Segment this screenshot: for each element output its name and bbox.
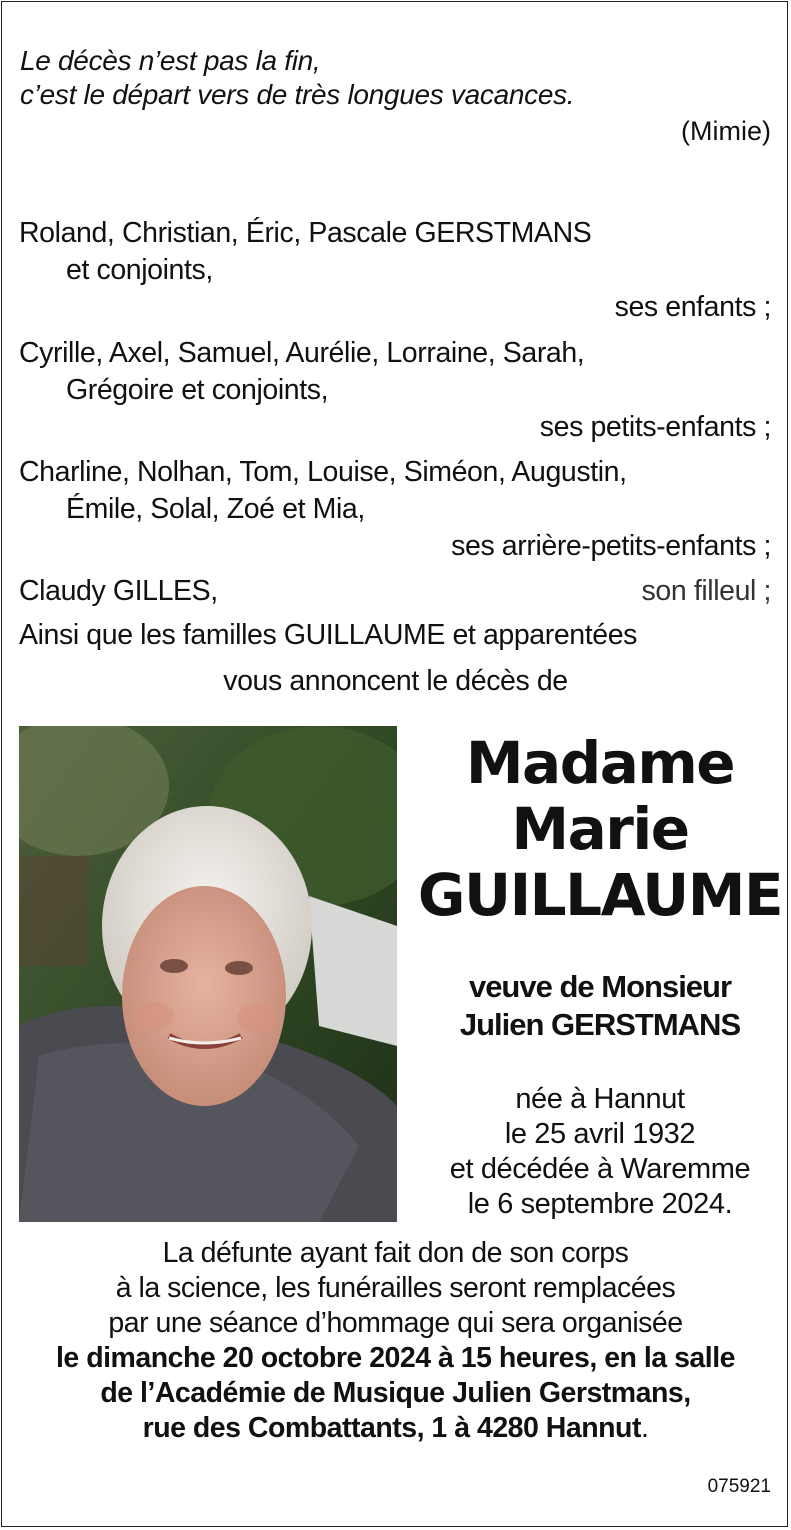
children-continuation: et conjoints, [66,254,213,286]
deceased-name [410,730,790,928]
died-place: et décédée à Waremme [449,1153,751,1185]
died-date: le 6 septembre 2024. [467,1188,733,1220]
grandchildren-role: ses petits-enfants ; [539,411,771,443]
quote-author: (Mimie) [681,116,771,146]
great-grandchildren-role: ses arrière-petits-enfants ; [451,530,771,562]
grandchildren-names: Cyrille, Axel, Samuel, Aurélie, Lorraine, Sarah, [19,337,585,369]
children-role: ses enfants ; [614,291,771,323]
deceased-last-name: GUILLAUME [417,861,783,929]
born-date: le 25 avril 1932 [504,1118,696,1150]
widow-line-2: Julien GERSTMANS [459,1007,741,1042]
epitaph-quote [20,44,780,112]
families-line: Ainsi que les familles GUILLAUME et apparentées [19,619,638,651]
ceremony-line-2: à la science, les funérailles seront remplacées [115,1272,676,1304]
born-place: née à Hannut [515,1083,685,1115]
children-names: Roland, Christian, Éric, Pascale GERSTMANS [19,217,592,249]
grandchildren-continuation: Grégoire et conjoints, [66,374,329,406]
ceremony-line-1: La défunte ayant fait don de son corps [162,1237,629,1269]
ceremony-line-4: le dimanche 20 octobre 2024 à 15 heures, en la salle [56,1342,735,1374]
great-grandchildren-names: Charline, Nolhan, Tom, Louise, Siméon, Augustin, [19,456,627,488]
godson-role: son filleul ; [641,575,771,607]
reference-number: 075921 [707,1476,771,1497]
ceremony-period: . [640,1412,649,1444]
birth-death-dates [410,1082,790,1222]
announce-line: vous annoncent le décès de [223,665,568,697]
ceremony-text [0,1236,791,1446]
deceased-first-name: Marie [511,795,689,863]
quote-line-2: c’est le départ vers de très longues vacances. [20,79,575,110]
portrait-image [19,726,397,1222]
godson-name: Claudy GILLES, [19,575,218,607]
ceremony-line-5: de l’Académie de Musique Julien Gerstmans, [100,1377,691,1409]
quote-line-1: Le décès n’est pas la fin, [20,45,321,76]
great-grandchildren-continuation: Émile, Solal, Zoé et Mia, [66,493,365,525]
ceremony-address: rue des Combattants, 1 à 4280 Hannut [142,1412,641,1444]
ceremony-line-3: par une séance d’hommage qui sera organisée [108,1307,683,1339]
ceremony-line-6 [0,1411,791,1446]
widow-of [410,968,790,1044]
widow-line-1: veuve de Monsieur [468,969,732,1004]
deceased-title: Madame [465,729,735,797]
deceased-portrait [19,726,397,1222]
